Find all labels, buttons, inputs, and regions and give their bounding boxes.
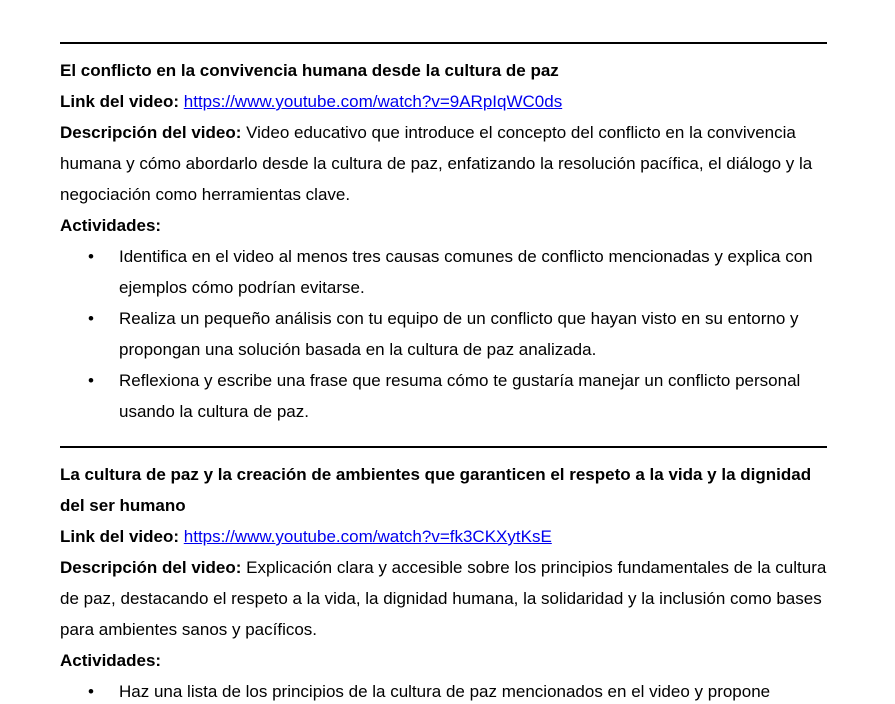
horizontal-rule — [60, 446, 827, 448]
section-title: La cultura de paz y la creación de ambientes que garanticen el respeto a la vida y la dignidad del ser humano — [60, 465, 812, 515]
rule-middle — [60, 446, 827, 448]
activity-item — [60, 365, 827, 427]
activity-text: Reflexiona y escribe una frase que resuma cómo te gustaría manejar un conflicto personal usando la cultura de paz. — [119, 371, 801, 421]
link-label: Link del video: — [60, 527, 180, 546]
video-link[interactable]: https://www.youtube.com/watch?v=fk3CKXytKsE — [183, 527, 552, 546]
activity-item — [60, 303, 827, 365]
activity-text: Realiza un pequeño análisis con tu equipo de un conflicto que hayan visto en su entorno y propongan una solución basada en la cultura de paz analizada. — [119, 309, 799, 359]
rule-top — [60, 42, 827, 44]
bullet-icon: • — [88, 309, 94, 328]
description-label: Descripción del video: — [60, 123, 242, 142]
video-link-row — [60, 521, 827, 552]
activities-list — [60, 241, 827, 427]
section-cultura-de-paz — [60, 459, 827, 704]
horizontal-rule — [60, 42, 827, 44]
bullet-icon: • — [88, 682, 94, 701]
activity-text: Haz una lista de los principios de la cultura de paz mencionados en el video y propone — [119, 682, 771, 701]
section-title: El conflicto en la convivencia humana desde la cultura de paz — [60, 61, 559, 80]
activities-label: Actividades: — [60, 651, 162, 670]
section-conflicto — [60, 55, 827, 427]
description-text: Explicación clara y accesible sobre los principios fundamentales de la cultura de paz, destacando el respeto a la vida, la dignidad humana, la solidaridad y la inclusión como bases para ambientes sanos y pacíficos. — [60, 558, 827, 639]
description-label: Descripción del video: — [60, 558, 242, 577]
video-link[interactable]: https://www.youtube.com/watch?v=9ARpIqWC0ds — [183, 92, 563, 111]
description-text: Video educativo que introduce el concepto del conflicto en la convivencia humana y cómo abordarlo desde la cultura de paz, enfatizando la resolución pacífica, el diálogo y la negociación como herramientas clave. — [60, 123, 813, 204]
description-paragraph — [60, 552, 827, 645]
bullet-icon: • — [88, 371, 94, 390]
activity-item — [60, 241, 827, 303]
activity-item — [60, 676, 827, 704]
description-paragraph — [60, 117, 827, 210]
bullet-icon: • — [88, 247, 94, 266]
link-label: Link del video: — [60, 92, 180, 111]
activities-label: Actividades: — [60, 216, 162, 235]
video-link-row — [60, 86, 827, 117]
activities-list — [60, 676, 827, 704]
activity-text: Identifica en el video al menos tres causas comunes de conflicto mencionadas y explica con ejemplos cómo podrían evitarse. — [119, 247, 813, 297]
